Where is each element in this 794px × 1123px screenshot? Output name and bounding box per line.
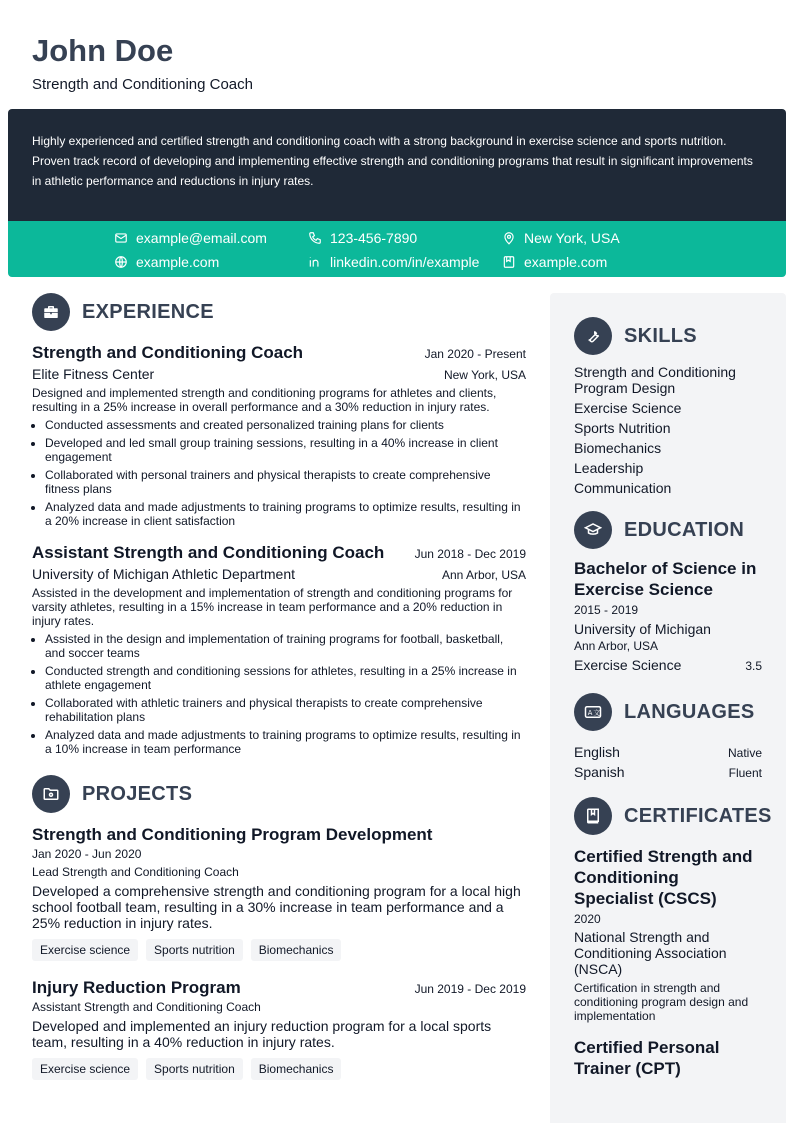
job-description: Assisted in the development and implementation of strength and conditioning programs for varsity athletes, resulting in a 15% increase in team performance and a 20% reduction in injury rates.: [32, 586, 513, 628]
job-title: Strength and Conditioning Coach: [32, 343, 304, 362]
linkedin-icon: [308, 255, 322, 269]
job-title: Assistant Strength and Conditioning Coach: [32, 543, 385, 562]
projects-section-header: [32, 774, 526, 814]
contact-location-text: New York, USA: [524, 230, 620, 246]
phone-icon: [308, 231, 322, 245]
svg-text:文: 文: [593, 709, 601, 717]
skill-item: Leadership: [574, 460, 644, 476]
skill-item: Biomechanics: [574, 440, 662, 456]
contact-linkedin[interactable]: [308, 254, 479, 270]
job-date: Jun 2018 - Dec 2019: [414, 547, 526, 561]
project-tag: Exercise science: [32, 1058, 138, 1080]
project-entry: [32, 977, 526, 1080]
project-name: Injury Reduction Program: [32, 978, 241, 997]
project-tag: Sports nutrition: [146, 939, 243, 961]
svg-text:A: A: [587, 709, 593, 717]
wrench-icon: [574, 317, 612, 355]
contact-phone[interactable]: [308, 230, 417, 246]
job-bullet: • Collaborated with athletic trainers and physical therapists to create comprehensive rehabilitation plans: [45, 696, 526, 724]
job-bullet: • Conducted assessments and created personalized training plans for clients: [45, 418, 526, 432]
language-item: [574, 764, 762, 780]
certificate-description: Certification in strength and conditioning program design and implementation: [574, 981, 749, 1023]
job-bullet: • Analyzed data and made adjustments to training programs to optimize results, resulting in a 20% increase in client satisfaction: [45, 500, 526, 528]
project-name: Strength and Conditioning Program Development: [32, 825, 433, 844]
job-bullets: [32, 418, 526, 528]
certificate-issuer: National Strength and Conditioning Association (NSCA): [574, 929, 727, 977]
candidate-title: Strength and Conditioning Coach: [32, 76, 253, 93]
contact-website[interactable]: [114, 254, 219, 270]
job-location: New York, USA: [443, 368, 526, 382]
job-company: University of Michigan Athletic Department: [32, 566, 295, 582]
skills-heading: SKILLS: [624, 324, 697, 347]
candidate-name: John Doe: [32, 33, 174, 68]
contact-website-text: example.com: [136, 254, 220, 270]
skills-list: [574, 364, 762, 496]
contact-phone-text: 123-456-7890: [330, 230, 418, 246]
project-role: Lead Strength and Conditioning Coach: [32, 865, 239, 879]
project-tag: Sports nutrition: [146, 1058, 243, 1080]
education-gpa: 3.5: [745, 659, 762, 673]
translate-icon: [574, 693, 612, 731]
briefcase-icon: [32, 293, 70, 331]
projects-heading: PROJECTS: [82, 782, 193, 805]
project-tags: [32, 1058, 526, 1080]
project-tags: [32, 939, 526, 961]
languages-list: [574, 744, 762, 780]
job-bullet: • Collaborated with personal trainers and physical therapists to create comprehensive fitness plans: [45, 468, 526, 496]
experience-entry: [32, 542, 526, 756]
summary-text: Highly experienced and certified strength and conditioning coach with a strong background in exercise science and sports nutrition. Proven track record of developing and implementing effective strength and conditioning programs that result in significant improvements in athletic performance and reductions in injury rates.: [32, 134, 753, 188]
certificate-name: Certified Strength and Conditioning Specialist (CSCS): [574, 847, 753, 908]
job-bullets: [32, 632, 526, 756]
skill-item: Sports Nutrition: [574, 420, 671, 436]
globe-icon: [114, 255, 128, 269]
education-section-header: [574, 510, 762, 550]
languages-heading: LANGUAGES: [624, 700, 755, 723]
resume-header: [32, 32, 752, 94]
education-years: 2015 - 2019: [574, 603, 639, 617]
certificate-name: Certified Personal Trainer (CPT): [574, 1038, 720, 1078]
project-date: Jun 2019 - Dec 2019: [414, 982, 526, 996]
contact-portfolio-text: example.com: [524, 254, 608, 270]
languages-section-header: [574, 692, 762, 732]
job-location: Ann Arbor, USA: [441, 568, 526, 582]
job-bullet: • Conducted strength and conditioning sessions for athletes, resulting in a 25% increase in athlete engagement: [45, 664, 526, 692]
skill-item: Exercise Science: [574, 400, 682, 416]
mail-icon: [114, 231, 128, 245]
education-degree: Bachelor of Science in Exercise Science: [574, 559, 757, 599]
job-description: Designed and implemented strength and conditioning programs for athletes and clients, resulting in a 25% increase in overall performance and a 30% reduction in injury rates.: [32, 386, 497, 414]
education-entry: [574, 558, 762, 674]
language-level: Fluent: [728, 766, 762, 780]
education-location: Ann Arbor, USA: [574, 639, 659, 653]
certificate-year: 2020: [574, 912, 601, 926]
certificate-entry: [574, 1037, 762, 1079]
language-level: Native: [727, 746, 762, 760]
certificates-section-header: [574, 796, 772, 836]
contact-portfolio[interactable]: [502, 254, 607, 270]
language-name: Spanish: [574, 764, 625, 780]
skill-item: Communication: [574, 480, 672, 496]
language-name: English: [574, 744, 620, 760]
project-date: Jan 2020 - Jun 2020: [32, 847, 142, 861]
map-pin-icon: [502, 231, 516, 245]
folder-icon: [32, 775, 70, 813]
project-entry: [32, 824, 526, 961]
job-bullet: • Analyzed data and made adjustments to training programs to optimize results, resulting in a 10% increase in team performance: [45, 728, 526, 756]
contact-email-text: example@email.com: [136, 230, 267, 246]
project-tag: Exercise science: [32, 939, 138, 961]
experience-entry: [32, 342, 526, 528]
certificate-entry: [574, 846, 762, 1023]
portfolio-icon: [502, 255, 516, 269]
experience-heading: EXPERIENCE: [82, 300, 214, 323]
language-item: [574, 744, 762, 760]
contact-bar: [8, 221, 786, 277]
certificate-book-icon: [574, 797, 612, 835]
graduation-cap-icon: [574, 511, 612, 549]
education-heading: EDUCATION: [624, 518, 745, 541]
project-description: Developed and implemented an injury reduction program for a local sports team, resulting in a 40% reduction in injury rates.: [32, 1018, 492, 1050]
job-company: Elite Fitness Center: [32, 366, 155, 382]
main-column: [32, 292, 526, 1080]
education-school: University of Michigan: [574, 621, 711, 637]
job-bullet: • Assisted in the design and implementation of training programs for football, basketball, and soccer teams: [45, 632, 526, 660]
summary-box: [8, 109, 786, 221]
education-field: Exercise Science: [574, 657, 682, 673]
project-role: Assistant Strength and Conditioning Coach: [32, 1000, 261, 1014]
experience-section-header: [32, 292, 526, 332]
project-tag: Biomechanics: [251, 1058, 342, 1080]
project-tag: Biomechanics: [251, 939, 342, 961]
contact-location: [502, 230, 620, 246]
certificates-heading: CERTIFICATES: [624, 804, 772, 827]
job-bullet: • Developed and led small group training sessions, resulting in a 40% increase in client engagement: [45, 436, 526, 464]
contact-email[interactable]: [114, 230, 267, 246]
contact-linkedin-text: linkedin.com/in/example: [330, 254, 480, 270]
project-description: Developed a comprehensive strength and conditioning program for a local high school football team, resulting in a 30% increase in team performance and a 25% reduction in injury rates.: [32, 883, 521, 931]
skill-item: Strength and Conditioning Program Design: [574, 364, 736, 396]
sidebar-column: [574, 316, 772, 1079]
job-date: Jan 2020 - Present: [424, 347, 526, 361]
skills-section-header: [574, 316, 762, 356]
